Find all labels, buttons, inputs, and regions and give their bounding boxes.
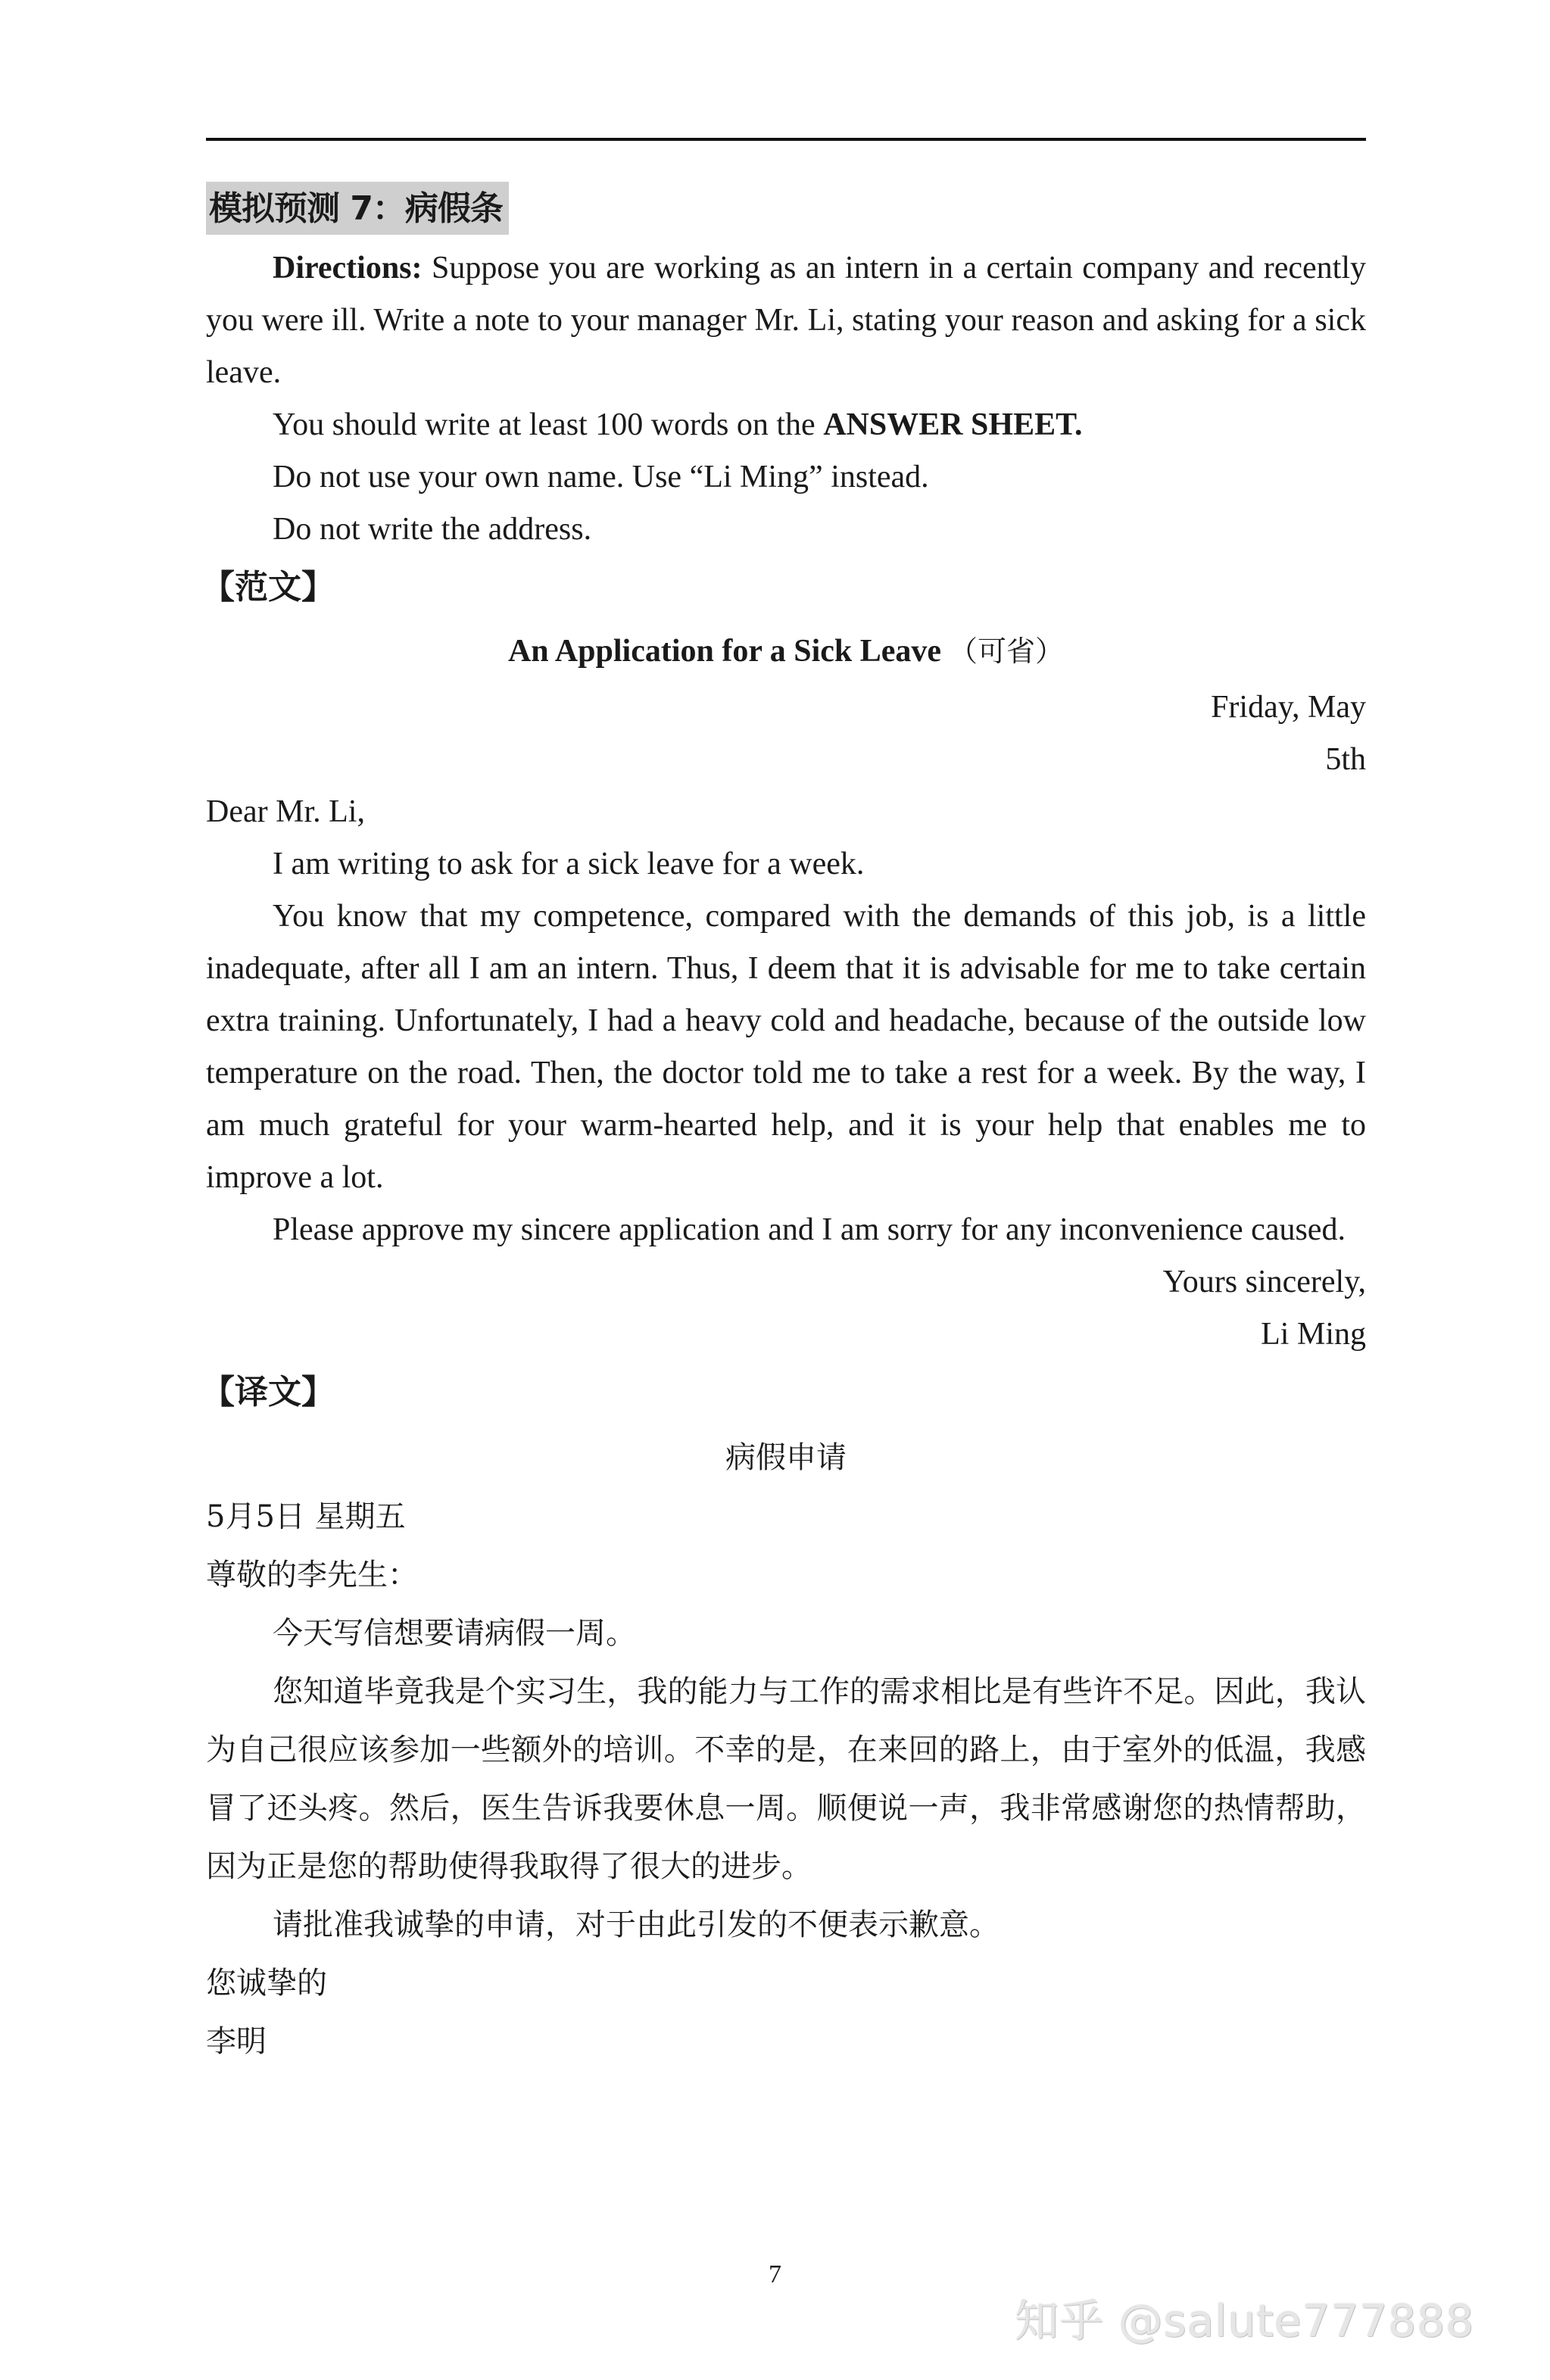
translation-signature: 李明 <box>206 2024 267 2059</box>
section-heading: 模拟预测 7：病假条 <box>206 182 509 235</box>
sample-signature: Li Ming <box>1261 1317 1366 1352</box>
sample-title-line <box>206 621 1366 682</box>
sample-paragraph: Please approve my sincere application and I am sorry for any inconvenience caused. <box>273 1212 1346 1247</box>
header-rule <box>206 138 1366 141</box>
translation-paragraph: 今天写信想要请病假一周。 <box>273 1616 636 1651</box>
watermark: 知乎 @salute777888 <box>1015 2295 1474 2347</box>
sample-closing: Yours sincerely, <box>1162 1265 1366 1299</box>
sample-salutation: Dear Mr. Li, <box>206 794 365 829</box>
translation-salutation: 尊敬的李先生： <box>206 1558 418 1592</box>
directions-line2-prefix: You should write at least 100 words on the <box>273 407 824 442</box>
document-body <box>201 182 1366 2071</box>
sample-paragraph: You know that my competence, compared with the demands of this job, is a little inadequate, after all I am an intern. Thus, I deem that it is advisable for me to take certain extra training. Unfortunately, I had a heavy cold and headache, because of the outside low temperature on the road. Then, the doctor told me to take a rest for a week. By the way, I am much grateful for your warm-hearted help, and it is your help that enables me to improve a lot. <box>206 899 1366 1195</box>
sample-heading: 【范文】 <box>201 568 335 607</box>
directions-text: Suppose you are working as an intern in a certain company and recently you were ill. Write a note to your manager Mr. Li, stating your reason and asking for a sick leave. <box>206 251 1366 390</box>
translation-title: 病假申请 <box>725 1440 847 1475</box>
sample-date-line2: 5th <box>1325 742 1366 777</box>
translation-heading: 【译文】 <box>201 1373 335 1411</box>
directions-label: Directions: <box>273 251 423 285</box>
sample-paragraph: I am writing to ask for a sick leave for a week. <box>273 847 865 881</box>
answer-sheet-label: ANSWER SHEET. <box>823 407 1083 442</box>
directions-name-rule: Do not use your own name. Use “Li Ming” instead. <box>273 460 929 494</box>
sample-date-line1: Friday, May <box>1211 690 1366 725</box>
sample-title: An Application for a Sick Leave <box>507 634 942 669</box>
translation-paragraph: 请批准我诚挚的申请，对于由此引发的不便表示歉意。 <box>273 1907 1000 1942</box>
directions-word-count <box>206 399 1366 451</box>
translation-paragraph: 您知道毕竟我是个实习生，我的能力与工作的需求相比是有些许不足。因此，我认为自己很应该参加一些额外的培训。不幸的是，在来回的路上，由于室外的低温，我感冒了还头疼。然后，医生告诉我要休息一周。顺便说一声，我非常感谢您的热情帮助，因为正是您的帮助使得我取得了很大的进步。 <box>206 1674 1366 1884</box>
sample-title-note: （可省） <box>949 635 1065 668</box>
translation-date: 5月5日 星期五 <box>206 1499 406 1534</box>
page-number: 7 <box>769 2260 781 2288</box>
directions-paragraph <box>206 242 1366 399</box>
translation-closing: 您诚挚的 <box>206 1966 327 2001</box>
directions-address-rule: Do not write the address. <box>273 512 592 547</box>
